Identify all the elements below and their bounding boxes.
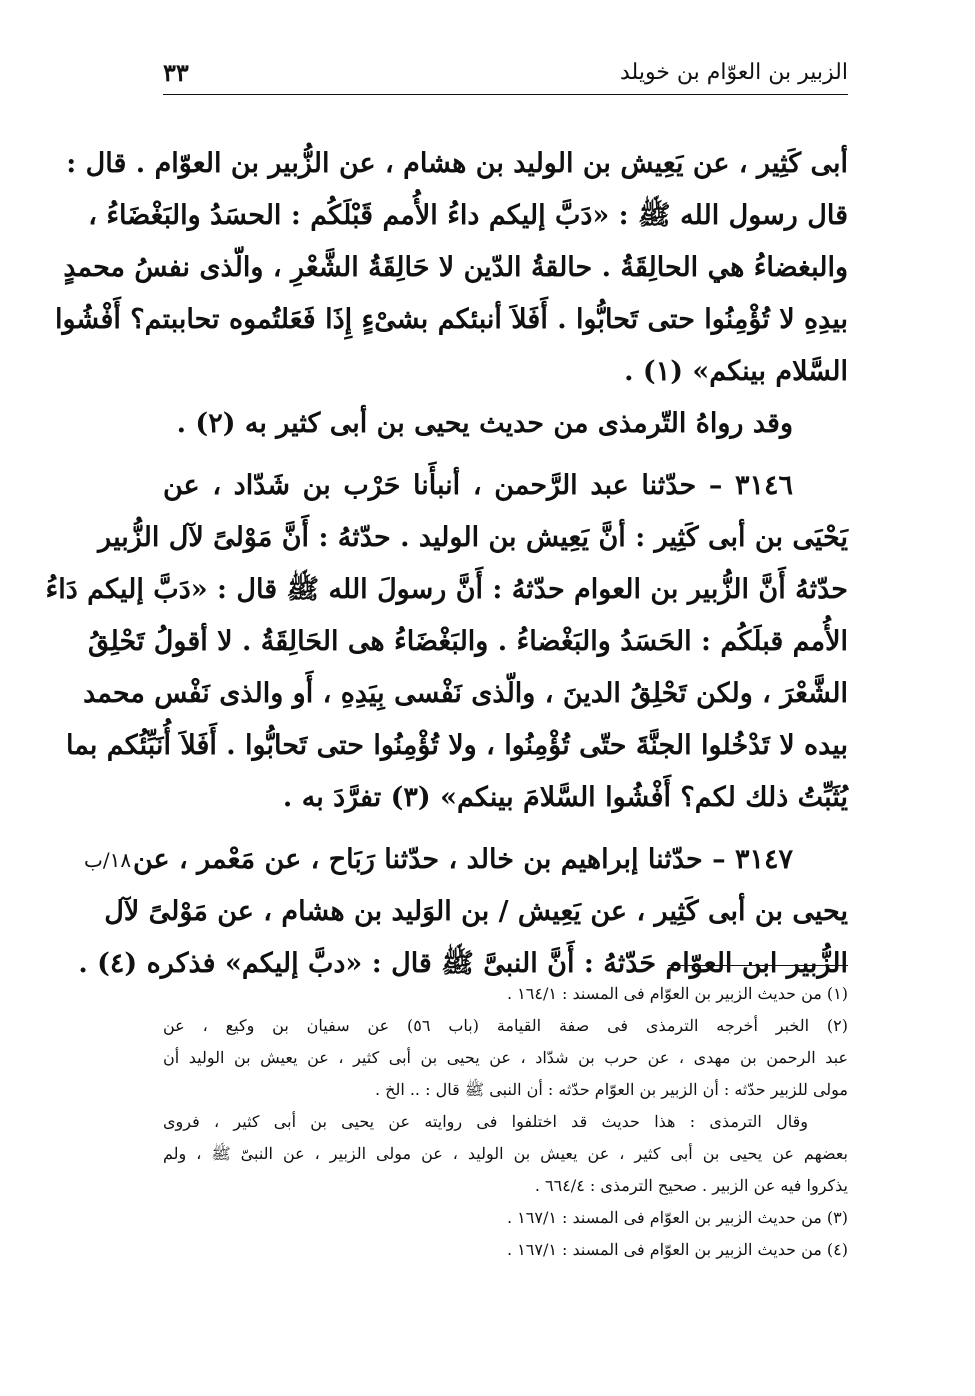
text-line: الأُمم قبلَكُم : الحَسَدُ والبَغْضاءُ . والبَغْضَاءُ هى الحَالِقَةُ . لا أقولُ تَحْلِقُ [88,626,848,657]
text-line: بيده لا تَدْخُلوا الجنَّةَ حتّى تُؤْمِنُوا ، ولا تُؤْمِنُوا حتى تَحابُّوا . أَفَلاَ أُنَبِّئُكم بما [66,730,848,761]
footnote-line: عبد الرحمن بن مهدى ، عن حرب بن شدّاد ، عن يحيى بن أبى كثير ، عن يعيش بن الوليد أن [163,1048,849,1067]
margin-folio-note: ١٨/ب [84,848,132,872]
footnotes [163,978,848,1266]
header-title: الزبير بن العوّام بن خويلد [619,60,848,85]
text-line: يَحْيَى بن أبى كَثِير : أنَّ يَعِيش بن الوليد . حدّثهُ : أَنَّ مَوْلىً لآل الزُّبير [98,522,848,553]
hadith-number-line: ٣١٤٧ – حدّثنا إبراهيم بن خالد ، حدّثنا رَبَاح ، عن مَعْمر ، عن [132,844,793,875]
footnote-line: (٢) الخبر أخرجه الترمذى فى صفة القيامة (باب ٥٦) عن سفيان بن وكيع ، عن [163,1016,848,1035]
footnote-line: مولى للزبير حدّثه : أن الزبير بن العوّام حدّثه : أن النبى ﷺ قال : .. الخ . [374,1080,848,1099]
page-number: ٣٣ [163,58,189,87]
text-line: وقد رواهُ التّرمذى من حديث يحيى بن أبى كثير به (٢) . [176,408,793,439]
footnote-divider [668,965,848,966]
text-line: الزُّبير ابن العوّام حَدّثهُ : أَنَّ النبىَّ ﷺ قال : «دبَّ إليكم» فذكره (٤) . [78,948,848,979]
footnote-line: يذكروا فيه عن الزبير . صحيح الترمذى : ٦٦٤/٤ . [534,1176,848,1195]
hadith-number-line: ٣١٤٦ – حدّثنا عبد الرَّحمن ، أنبأَنا حَرْب بن شَدّاد ، عن [163,470,793,501]
text-line: السَّلام بينكم» (١) . [624,356,848,387]
running-header [163,58,848,95]
text-line: يحيى بن أبى كَثِير ، عن يَعِيش / بن الوَليد بن هشام ، عن مَوْلىً لآل [104,896,848,927]
text-line: يُثَبِّتُ ذلك لكم؟ أَفْشُوا السَّلامَ بينكم» (٣) تفرَّدَ به . [282,782,848,813]
text-line: حدّثهُ أَنَّ الزُّبير بن العوام حدّثهُ : أَنَّ رسولَ الله ﷺ قال : «دَبَّ إليكم دَاءُ [45,574,848,605]
footnote-line: (١) من حديث الزبير بن العوّام فى المسند : ١٦٤/١ . [507,984,848,1003]
text-line: الشَّعْرَ ، ولكن تَحْلِقُ الدينَ ، والّذى نَفْسى بِيَدِهِ ، أَو والذى نَفْس محمد [83,678,848,709]
footnote-line: (٤) من حديث الزبير بن العوّام فى المسند : ١٦٧/١ . [507,1240,848,1259]
text-line: أبى كَثِير ، عن يَعِيش بن الوليد بن هشام ، عن الزُّبير بن العوّام . قال : [66,148,848,179]
text-line: قال رسول الله ﷺ : «دَبَّ إليكم داءُ الأُمم قَبْلَكُم : الحسَدُ والبَغْضَاءُ ، [88,200,848,231]
text-line: والبغضاءُ هي الحالِقَةُ . حالقةُ الدّين لا حَالِقَةُ الشَّعْرِ ، والّذى نفسُ محمدٍ [63,252,848,283]
footnote-line: (٣) من حديث الزبير بن العوّام فى المسند : ١٦٧/١ . [507,1208,848,1227]
text-line: بيدِهِ لا تُؤْمِنُوا حتى تَحابُّوا . أَفَلاَ أنبئكم بشىْءٍ إِذَا فَعَلتُموه تحاببتم؟ أَفْشُوا [54,304,848,335]
footnote-line: وقال الترمذى : هذا حديث قد اختلفوا فى روايته عن يحيى بن أبى كثير ، فروى [163,1112,808,1131]
footnote-line: بعضهم عن يحيى بن أبى كثير ، عن يعيش بن الوليد ، عن مولى الزبير ، عن النبىّ ﷺ ، ولم [163,1144,848,1163]
